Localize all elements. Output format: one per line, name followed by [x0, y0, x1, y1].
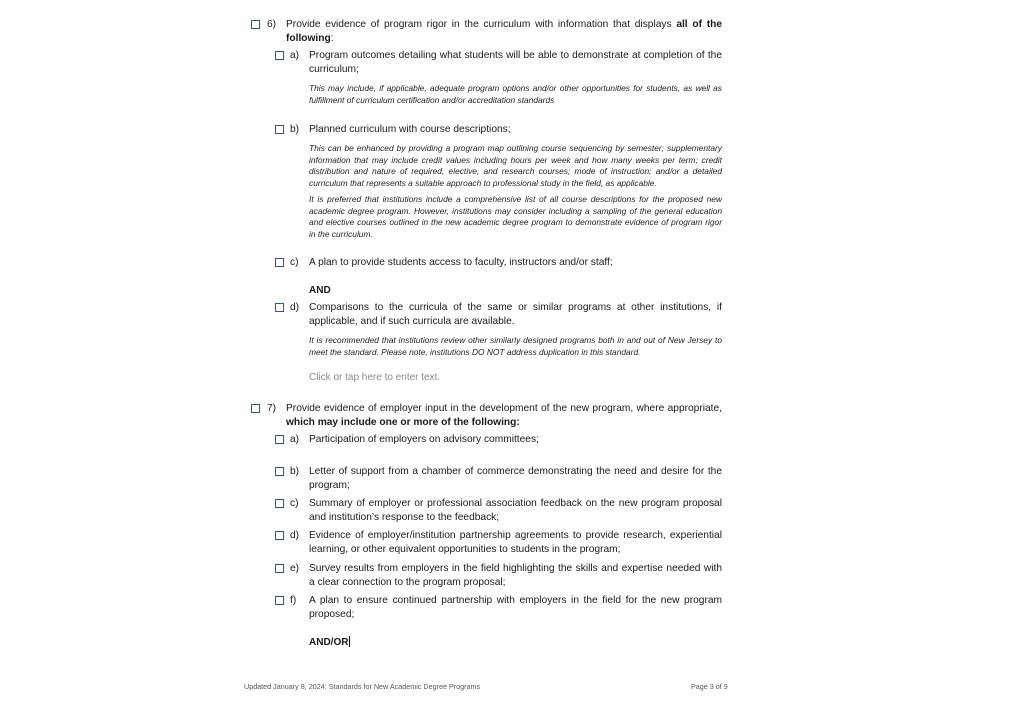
item-6b-note-2: It is preferred that institutions include a comprehensive list of all course descriptions for the proposed new academic degree program. However, institutions may consider including a sampling of the general education and elective courses outlined in the new academic degree program to demonstrate evidence of program rigor in the curriculum. [309, 194, 722, 239]
item-7d-label: d) [290, 530, 300, 541]
item-7e-text: Survey results from employers in the field highlighting the skills and expertise needed with a clear connection to the program proposal; [309, 563, 722, 588]
text-entry-placeholder[interactable]: Click or tap here to enter text. [309, 372, 441, 383]
item-7e-label: e) [290, 563, 300, 574]
item-6-text: Provide evidence of program rigor in the curriculum with information that displays all of the following: [286, 19, 723, 44]
checkbox-6d[interactable] [275, 303, 284, 312]
item-6-number: 6) [267, 19, 277, 30]
item-6a-text: Program outcomes detailing what students will be able to demonstrate at completion of the curriculum; [309, 50, 722, 75]
item-6c-label: c) [290, 257, 299, 268]
checkbox-7d[interactable] [275, 531, 284, 540]
item-7b-text: Letter of support from a chamber of commerce demonstrating the need and desire for the program; [309, 466, 722, 491]
footer-page-number: Page 3 of 9 [691, 682, 728, 691]
and-connector: AND [309, 285, 331, 296]
item-7c-label: c) [290, 498, 299, 509]
item-6a-note: This may include, if applicable, adequate program options and/or other opportunities for students, as well as fulfillment of curriculum certification and/or accreditation standards [309, 83, 722, 105]
item-7f-text: A plan to ensure continued partnership with employers in the field for the new program proposed; [309, 595, 722, 620]
checkbox-6c[interactable] [275, 258, 284, 267]
item-6a-label: a) [290, 50, 300, 61]
checkbox-7a[interactable] [275, 435, 284, 444]
checkbox-7c[interactable] [275, 499, 284, 508]
item-7b-label: b) [290, 466, 300, 477]
item-7a-text: Participation of employers on advisory committees; [309, 434, 539, 445]
item-6b-label: b) [290, 124, 300, 135]
item-6b-note-1: This can be enhanced by providing a program map outlining course sequencing by semester; supplementary information that may include credit values including hours per week and how many weeks per term; credit distribution and nature of required, elective, and research courses; mode of instruction; and/or a detailed curriculum that represents a suitable approach to professional study in the field, as applicable. [309, 143, 722, 188]
and-or-connector[interactable]: AND/OR [309, 637, 349, 648]
item-6d-text: Comparisons to the curricula of the same or similar programs at other institutions, if applicable, and if such curricula are available. [309, 302, 722, 327]
item-7-number: 7) [267, 403, 277, 414]
item-7a-label: a) [290, 434, 300, 445]
item-6d-label: d) [290, 302, 300, 313]
item-6c-text: A plan to provide students access to faculty, instructors and/or staff; [309, 257, 613, 268]
checkbox-7b[interactable] [275, 467, 284, 476]
text-cursor [349, 636, 350, 647]
footer-left: Updated January 8, 2024: Standards for New Academic Degree Programs [244, 682, 481, 691]
item-7d-text: Evidence of employer/institution partnership agreements to provide research, experiential learning, or other equivalent opportunities to students in the program; [309, 530, 722, 555]
checkbox-6a[interactable] [275, 51, 284, 60]
checkbox-item-6[interactable] [251, 20, 260, 29]
item-6d-note: It is recommended that institutions review other similarly designed programs both in and out of New Jersey to meet the standard. Please note, institutions DO NOT address duplication in this standard. [309, 335, 722, 357]
checkbox-7e[interactable] [275, 564, 284, 573]
checkbox-7f[interactable] [275, 596, 284, 605]
item-7-text: Provide evidence of employer input in the development of the new program, where appropriate, which may include one or more of the following: [286, 403, 722, 428]
item-7c-text: Summary of employer or professional association feedback on the new program proposal and institution’s response to the feedback; [309, 498, 722, 523]
checkbox-item-7[interactable] [251, 404, 260, 413]
item-7f-label: f) [290, 595, 297, 606]
item-6b-text: Planned curriculum with course descriptions; [309, 124, 511, 135]
checkbox-6b[interactable] [275, 125, 284, 134]
